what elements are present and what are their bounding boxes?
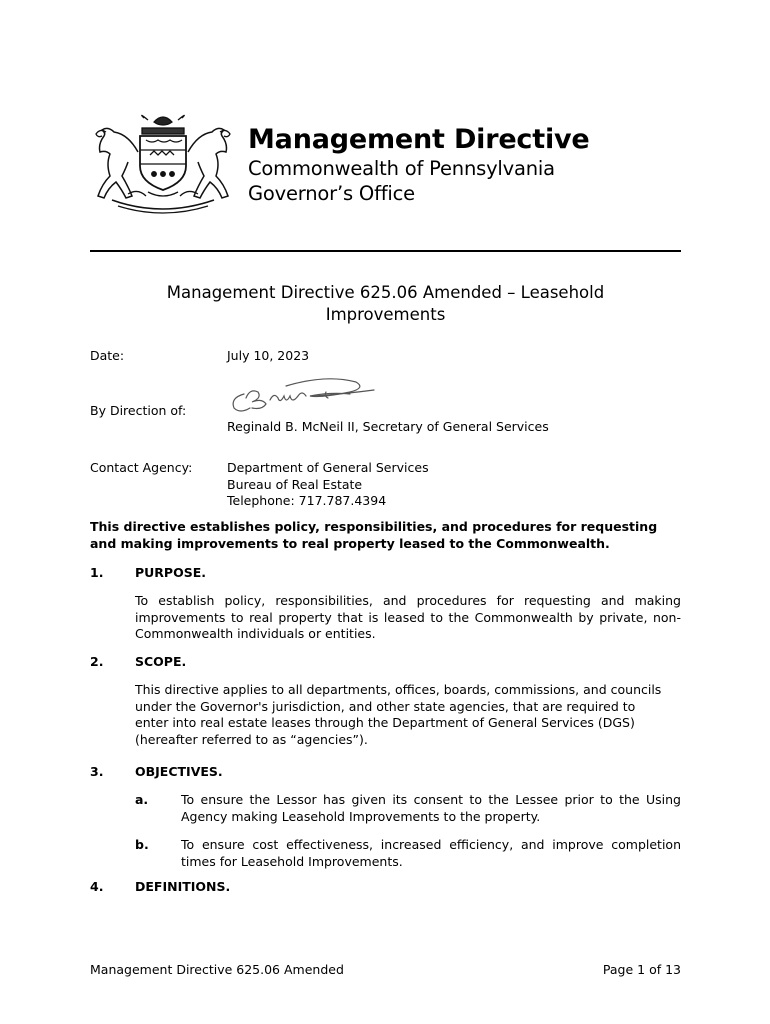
section-1-line-3: Commonwealth individuals or entities. xyxy=(135,626,376,641)
objective-a-text xyxy=(181,792,681,825)
contact-line-department: Department of General Services xyxy=(227,460,429,475)
section-2-heading: SCOPE. xyxy=(135,654,187,669)
objective-b-line-2: times for Leasehold Improvements. xyxy=(181,853,403,869)
section-2-line-2: under the Governor's jurisdiction, and other state agencies, that are required to xyxy=(135,698,636,714)
footer-directive-name: Management Directive 625.06 Amended xyxy=(90,962,344,977)
document-title xyxy=(90,282,681,326)
header-office: Governor’s Office xyxy=(248,182,415,205)
objective-a-line-2: Agency making Leasehold Improvements to the property. xyxy=(181,808,541,824)
section-1-line-1: To establish policy, responsibilities, and procedures for requesting and making xyxy=(135,593,681,608)
objective-b-letter: b. xyxy=(135,837,149,852)
objective-a-letter: a. xyxy=(135,792,149,807)
footer-page-number: Page 1 of 13 xyxy=(602,962,681,977)
date-value: July 10, 2023 xyxy=(227,348,310,363)
section-1-body xyxy=(135,593,681,643)
section-1-heading: PURPOSE. xyxy=(135,565,207,580)
header-divider xyxy=(90,250,681,252)
pennsylvania-coat-of-arms-icon xyxy=(88,108,238,220)
section-2-line-3: enter into real estate leases through the Department of General Services (DGS) xyxy=(135,715,635,730)
contact-label: Contact Agency: xyxy=(90,460,193,475)
section-2-body xyxy=(135,682,681,748)
section-3-heading: OBJECTIVES. xyxy=(135,764,223,779)
signature-image xyxy=(226,372,396,416)
direction-label: By Direction of: xyxy=(90,403,187,418)
summary-line-2: and making improvements to real property leased to the Commonwealth. xyxy=(90,536,610,551)
section-4-heading: DEFINITIONS. xyxy=(135,879,231,894)
section-1-line-2: improvements to real property that is leased to the Commonwealth by private, non- xyxy=(135,609,681,625)
section-2-line-4: (hereafter referred to as “agencies”). xyxy=(135,731,368,747)
section-2-number: 2. xyxy=(90,654,104,669)
summary-line-1: This directive establishes policy, responsibilities, and procedures for requesting xyxy=(90,519,658,534)
contact-line-bureau: Bureau of Real Estate xyxy=(227,476,363,492)
directive-summary xyxy=(90,518,690,552)
section-4-number: 4. xyxy=(90,879,104,894)
objective-b-line-1: To ensure cost effectiveness, increased efficiency, and improve completion xyxy=(181,837,681,852)
document-title-line-1: Management Directive 625.06 Amended – Leasehold xyxy=(166,283,605,302)
section-3-number: 3. xyxy=(90,764,104,779)
contact-line-telephone: Telephone: 717.787.4394 xyxy=(227,493,387,508)
section-1-number: 1. xyxy=(90,565,104,580)
date-label: Date: xyxy=(90,348,125,363)
objective-b-text xyxy=(181,837,681,870)
header-commonwealth: Commonwealth of Pennsylvania xyxy=(248,157,555,180)
header-title: Management Directive xyxy=(248,124,590,155)
section-2-line-1: This directive applies to all departments, offices, boards, commissions, and councils xyxy=(135,682,662,697)
objective-a-line-1: To ensure the Lessor has given its consent to the Lessee prior to the Using xyxy=(181,792,681,807)
direction-value: Reginald B. McNeil II, Secretary of General Services xyxy=(227,419,549,434)
document-title-line-2: Improvements xyxy=(325,305,446,324)
